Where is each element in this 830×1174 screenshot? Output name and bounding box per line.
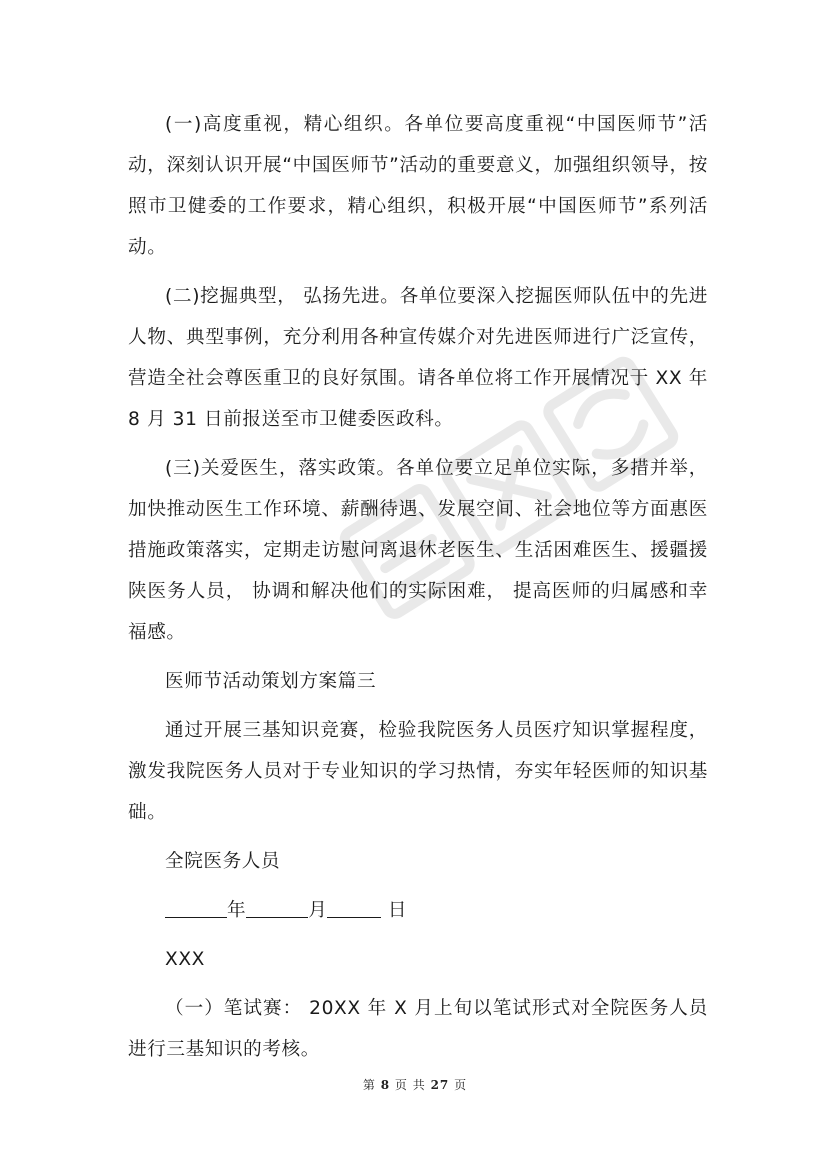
paragraph-written-exam: （一）笔试赛： 20XX 年 X 月上旬以笔试形式对全院医务人员进行三基知识的考核。 xyxy=(128,998,708,1060)
paragraph-competition-purpose: 通过开展三基知识竞赛，检验我院医务人员医疗知识掌握程度，激发我院医务人员对于专业知识的学习热情，夯实年轻医师的知识基础。 xyxy=(128,720,708,823)
paragraph-organizer: XXX xyxy=(165,949,206,970)
footer-prefix: 第 xyxy=(362,1078,376,1092)
footer-suffix: 页 xyxy=(454,1078,468,1092)
document-body xyxy=(128,104,708,1078)
paragraph-care-doctors: (三)关爱医生，落实政策。各单位要立足单位实际，多措并举，加快推动医生工作环境、薪酬待遇、发展空间、社会地位等方面惠医措施政策落实，定期走访慰问离退休老医生、生活困难医生、援疆援陕医务人员， 协调和解决他们的实际困难， 提高医师的归属感和幸福感。 xyxy=(128,458,708,643)
paragraph-exemplars: (二)挖掘典型， 弘扬先进。各单位要深入挖掘医师队伍中的先进人物、典型事例，充分利用各种宣传媒介对先进医师进行广泛宣传，营造全社会尊医重卫的良好氛围。请各单位将工作开展情况于 XX 年 8 月 31 日前报送至市卫健委医政科。 xyxy=(128,286,708,430)
footer-page-number: 8 xyxy=(380,1078,391,1092)
section-title: 医师节活动策划方案篇三 xyxy=(165,671,377,692)
date-line xyxy=(128,890,708,931)
paragraph-organize: (一)高度重视，精心组织。各单位要高度重视“中国医师节”活动，深刻认识开展“中国医师节”活动的重要意义，加强组织领导，按照市卫健委的工作要求，精心组织，积极开展“中国医师节”系列活动。 xyxy=(128,114,708,258)
day-blank xyxy=(327,895,381,918)
footer-middle: 页 共 xyxy=(394,1078,426,1092)
day-label: 日 xyxy=(387,900,408,921)
page-footer xyxy=(0,1076,830,1093)
paragraph-participants: 全院医务人员 xyxy=(165,851,281,872)
year-label: 年 xyxy=(227,900,247,921)
year-blank xyxy=(165,895,227,918)
footer-total-pages: 27 xyxy=(430,1078,450,1092)
month-blank xyxy=(246,895,308,918)
month-label: 月 xyxy=(308,900,328,921)
